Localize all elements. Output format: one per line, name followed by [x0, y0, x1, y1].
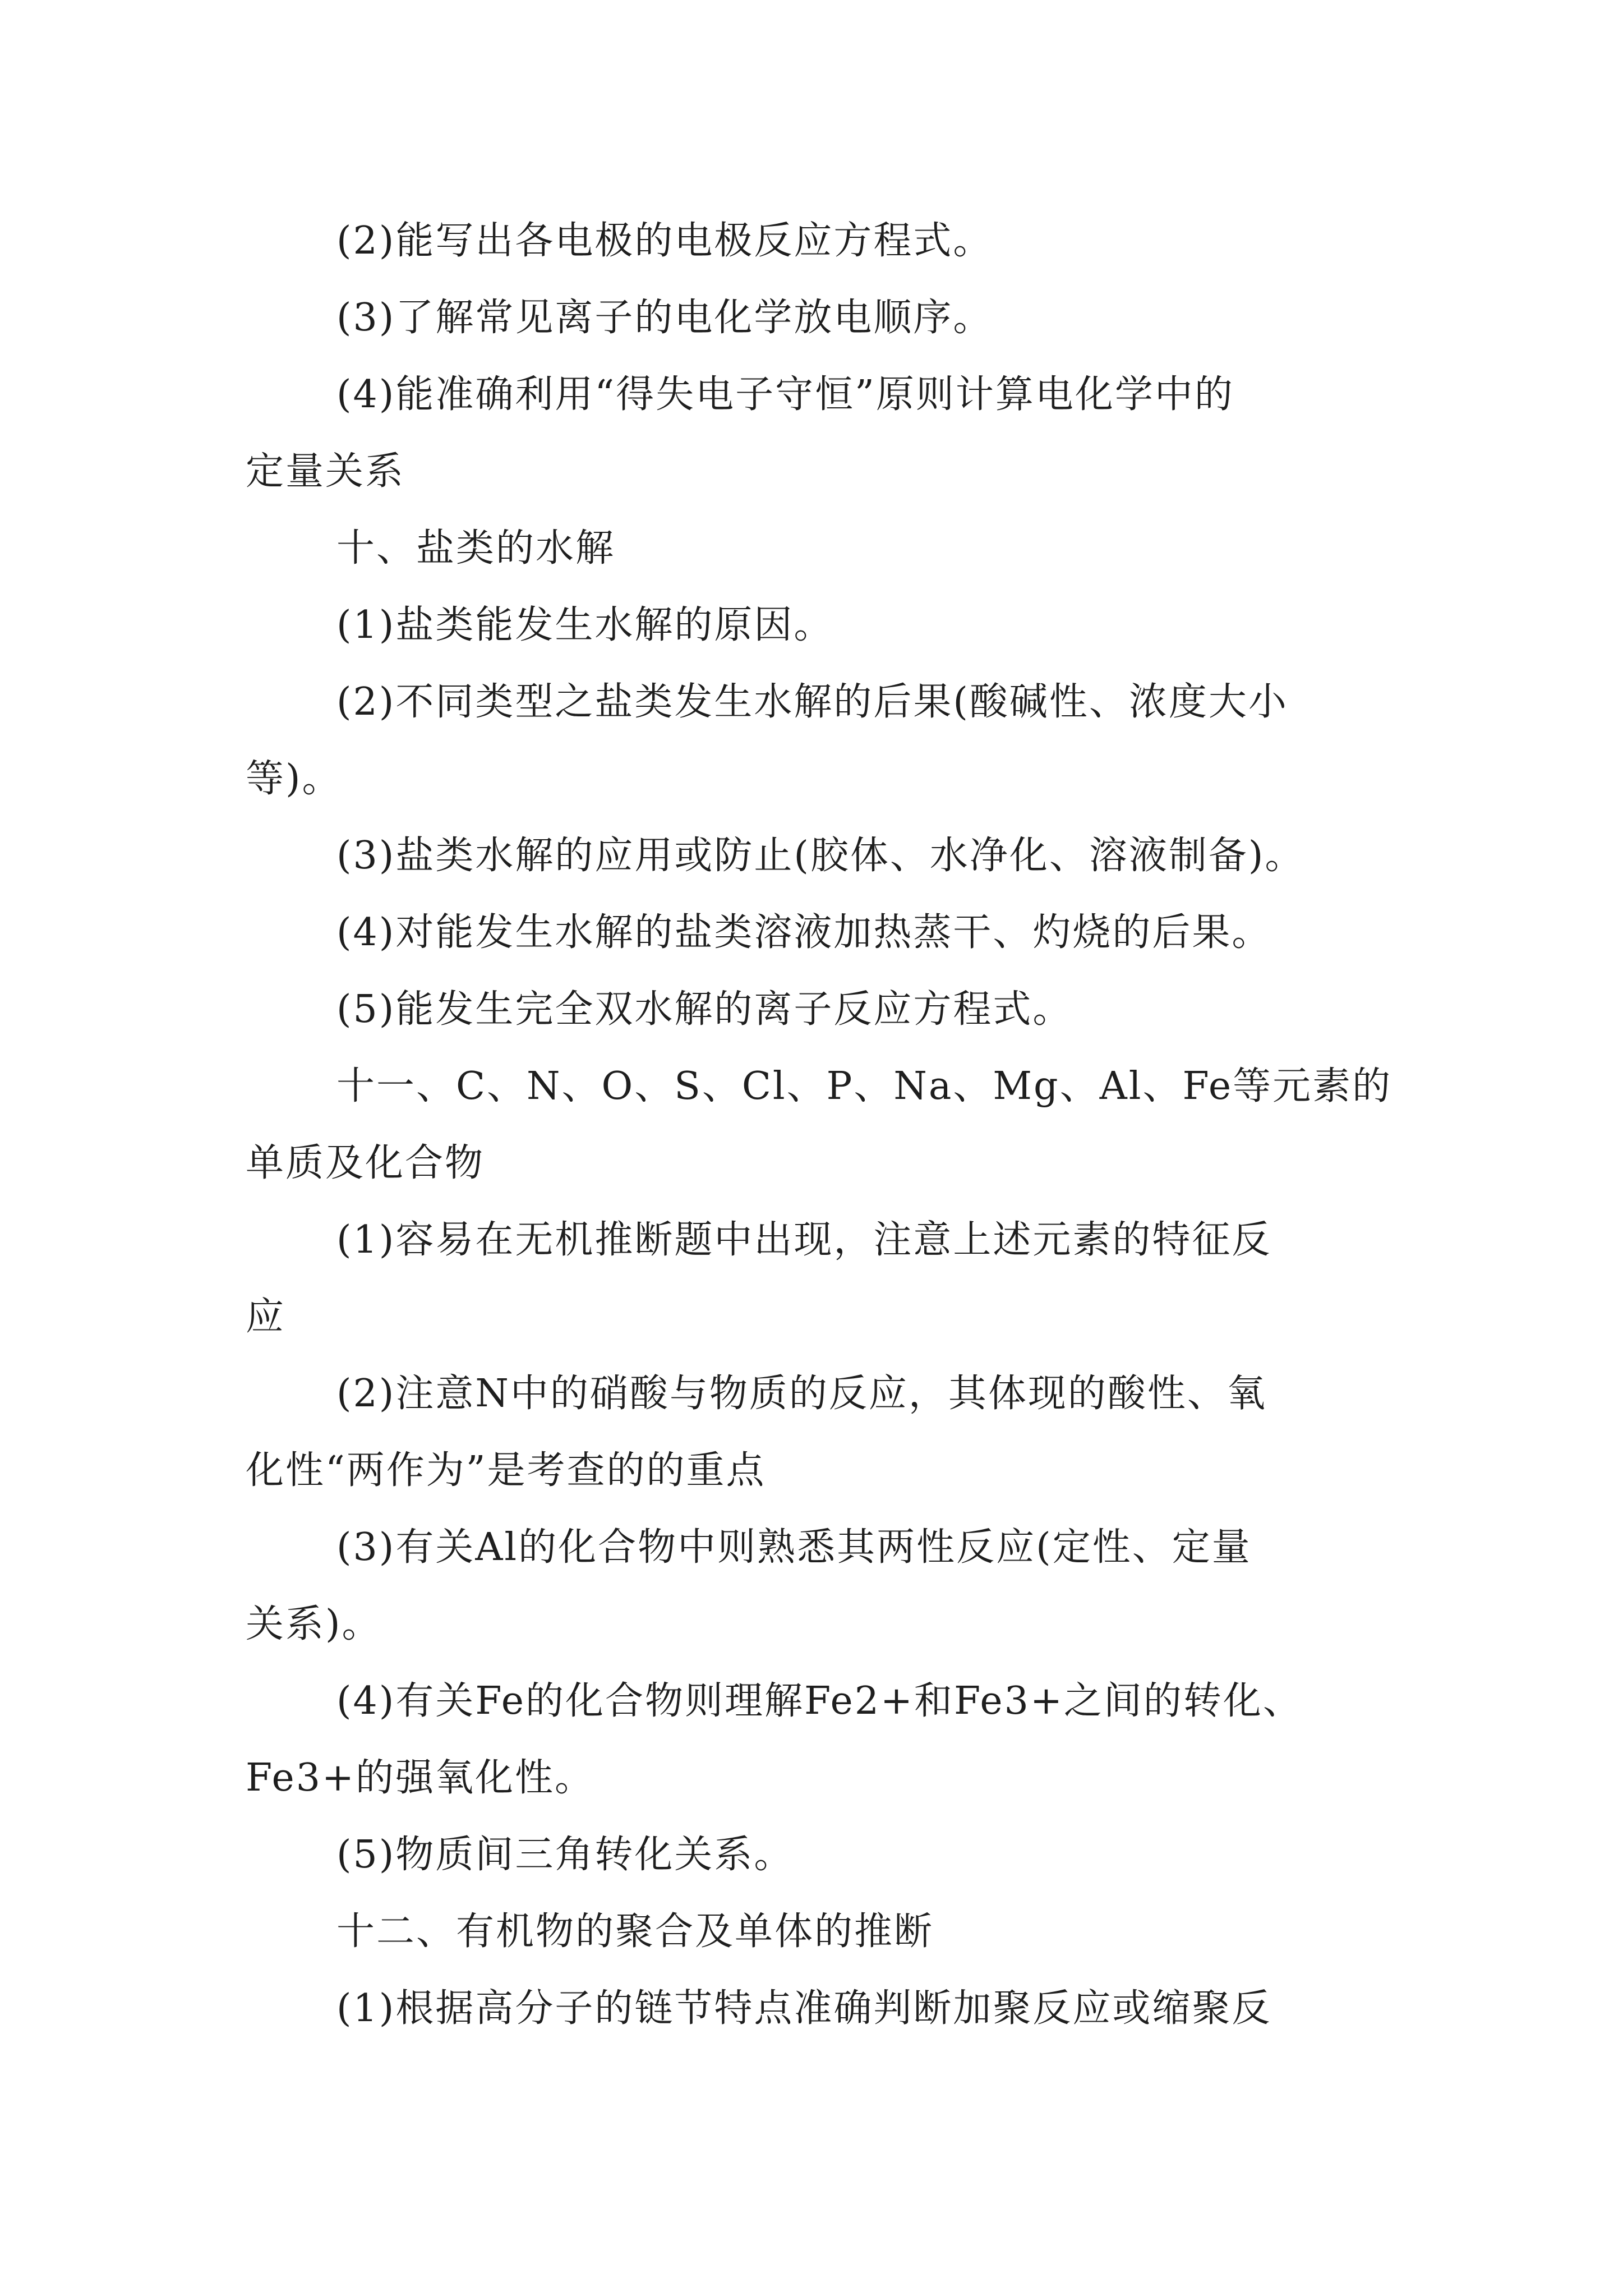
text-line-8: 等)。 — [246, 757, 342, 801]
text-line-6: (1)盐类能发生水解的原因。 — [336, 603, 834, 647]
text-line-4: 定量关系 — [246, 449, 405, 494]
section-heading-10: 十、盐类的水解 — [336, 526, 616, 570]
section-heading-11: 十一、C、N、O、S、Cl、P、Na、Mg、Al、Fe等元素的 — [336, 1064, 1393, 1108]
text-line-20: (4)有关Fe的化合物则理解Fe2+和Fe3+之间的转化、 — [336, 1679, 1303, 1723]
text-line-19: 关系)。 — [246, 1602, 382, 1646]
text-line-7: (2)不同类型之盐类发生水解的后果(酸碱性、浓度大小 — [336, 680, 1288, 724]
text-line-11: (5)能发生完全双水解的离子反应方程式。 — [336, 987, 1073, 1032]
text-line-13: 单质及化合物 — [246, 1141, 485, 1185]
text-line-9: (3)盐类水解的应用或防止(胶体、水净化、溶液制备)。 — [336, 834, 1305, 878]
text-line-3: (4)能准确利用“得失电子守恒”原则计算电化学中的 — [336, 372, 1234, 417]
text-line-10: (4)对能发生水解的盐类溶液加热蒸干、灼烧的后果。 — [336, 910, 1272, 955]
text-line-18: (3)有关Al的化合物中则熟悉其两性反应(定性、定量 — [336, 1525, 1252, 1570]
text-line-16: (2)注意N中的硝酸与物质的反应，其体现的酸性、氧 — [336, 1372, 1267, 1416]
text-line-21: Fe3+的强氧化性。 — [246, 1756, 594, 1800]
text-line-14: (1)容易在无机推断题中出现，注意上述元素的特征反 — [336, 1218, 1272, 1262]
text-line-24: (1)根据高分子的链节特点准确判断加聚反应或缩聚反 — [336, 1986, 1272, 2031]
section-heading-12: 十二、有机物的聚合及单体的推断 — [336, 1910, 934, 1954]
text-line-1: (2)能写出各电极的电极反应方程式。 — [336, 219, 993, 263]
text-line-17: 化性“两作为”是考查的的重点 — [246, 1448, 766, 1493]
text-line-22: (5)物质间三角转化关系。 — [336, 1833, 794, 1877]
text-line-2: (3)了解常见离子的电化学放电顺序。 — [336, 296, 993, 340]
text-line-15: 应 — [246, 1295, 286, 1339]
